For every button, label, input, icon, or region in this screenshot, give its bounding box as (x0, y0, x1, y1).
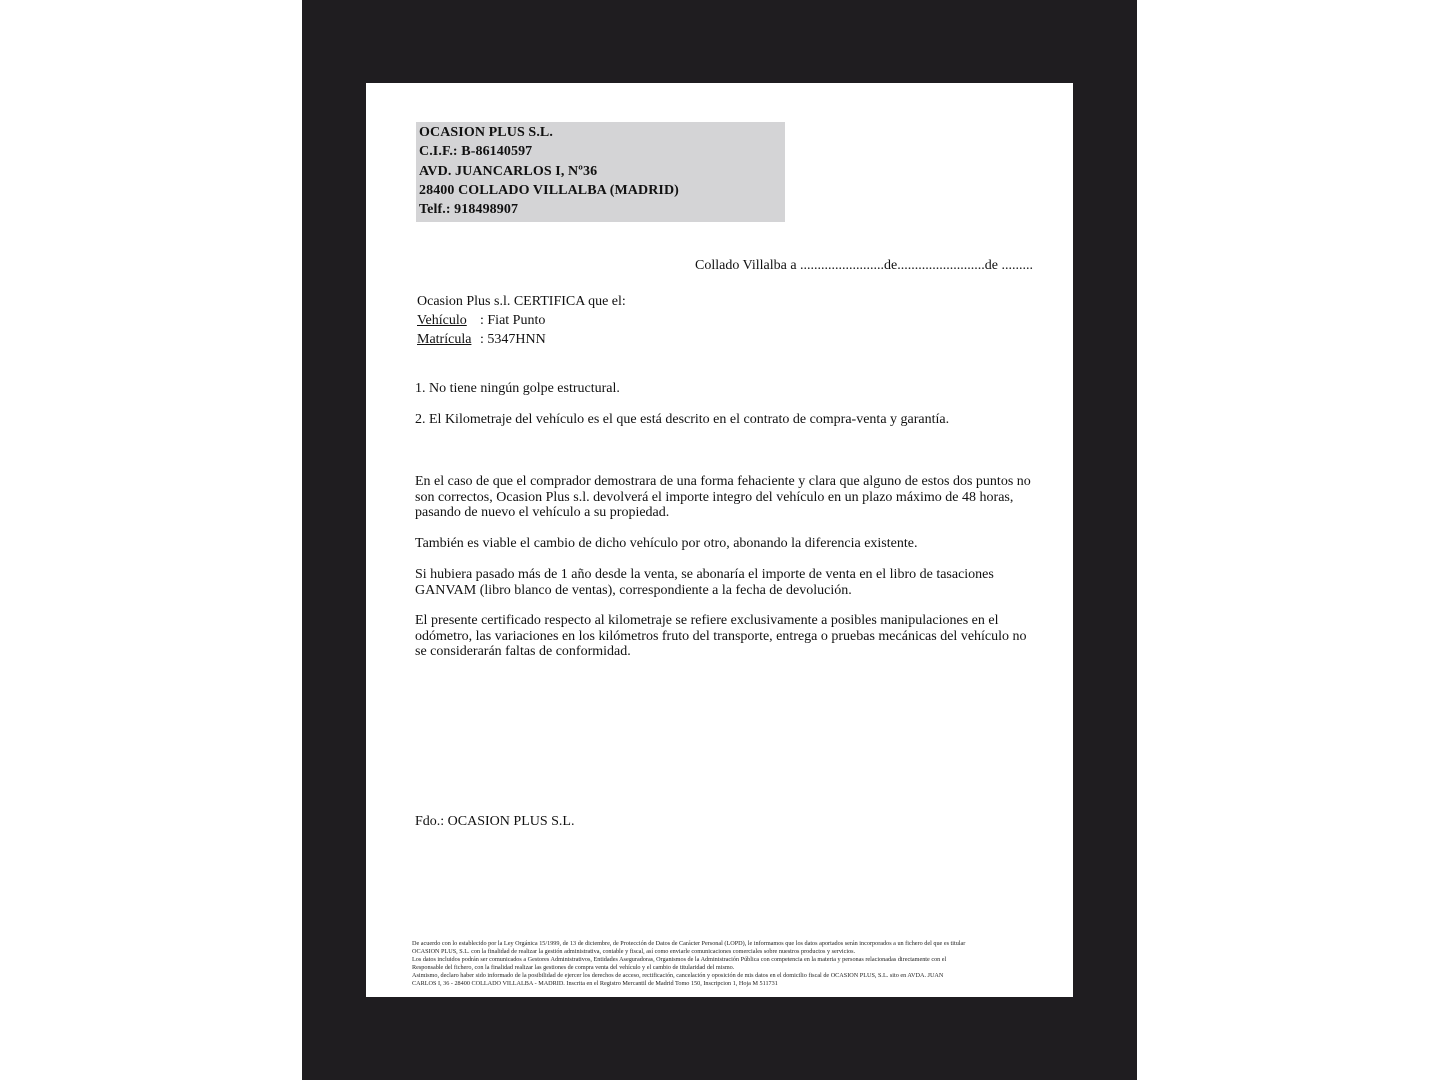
legal-notice (412, 940, 1042, 989)
plate-label: Matrícula (417, 332, 472, 347)
legal-line: CARLOS I, 36 - 28400 COLLADO VILLALBA - MADRID. Inscrita en el Registro Mercantil de Madrid Tomo 150, Inscripcion 1, Hoja M 511731 (412, 980, 778, 988)
point-2: 2. El Kilometraje del vehículo es el que está descrito en el contrato de compra-venta y garantía. (415, 412, 950, 427)
date-line: Collado Villalba a ........................de.........................de ......... (695, 258, 1033, 273)
paragraph-odometer (415, 613, 1035, 660)
company-phone: Telf.: 918498907 (419, 202, 519, 217)
vehicle-label: Vehículo (417, 313, 467, 328)
legal-line: Asimismo, declaro haber sido informado de la posibilidad de ejercer los derechos de acceso, rectificación, cancelación y oposición de mis datos en el domicilio fiscal de OCASION PLUS, S.L. sito en AVDA. JUAN (412, 972, 944, 980)
certificate-page (366, 83, 1073, 997)
company-cif: C.I.F.: B-86140597 (419, 144, 533, 159)
legal-line: OCASION PLUS, S.L. con la finalidad de realizar la gestión administrativa, contable y fiscal, así como enviarle comunicaciones comerciales sobre nuestros productos y servicios. (412, 948, 856, 956)
paragraph-line: Si hubiera pasado más de 1 año desde la venta, se abonaría el importe de venta en el libro de tasaciones (415, 567, 994, 582)
legal-line: De acuerdo con lo establecido por la Ley Orgánica 15/1999, de 13 de diciembre, de Protección de Datos de Carácter Personal (LOPD), le informamos que los datos aportados serán incorporados a un fichero del que es titular (412, 940, 966, 947)
legal-line: Los datos incluidos podrán ser comunicados a Gestores Administrativos, Entidades Aseguradoras, Organismos de la Administración Pública con competencia en la materia y personas relacionadas directamente con el (412, 956, 947, 964)
certifies-line: Ocasion Plus s.l. CERTIFICA que el: (417, 294, 626, 309)
paragraph-line: En el caso de que el comprador demostrara de una forma fehaciente y clara que alguno de estos dos puntos no (415, 474, 1031, 489)
company-name: OCASION PLUS S.L. (419, 125, 553, 140)
paragraph-line: pasando de nuevo el vehículo a su propiedad. (415, 505, 670, 521)
point-1: 1. No tiene ningún golpe estructural. (415, 381, 620, 396)
paragraph-line: También es viable el cambio de dicho vehículo por otro, abonando la diferencia existente. (415, 536, 918, 551)
company-city: 28400 COLLADO VILLALBA (MADRID) (419, 183, 679, 198)
paragraph-ganvam (415, 567, 1035, 598)
company-address: AVD. JUANCARLOS I, Nº36 (419, 164, 598, 179)
paragraph-exchange (415, 536, 1035, 552)
paragraph-line: se considerarán faltas de conformidad. (415, 644, 631, 660)
paragraph-refund (415, 474, 1035, 521)
vehicle-value: : Fiat Punto (480, 313, 546, 328)
legal-line: Responsable del fichero, con la finalidad realizar las gestiones de compra venta del vehículo y el cambio de titularidad del mismo. (412, 964, 735, 972)
plate-value: : 5347HNN (480, 332, 546, 347)
paragraph-line: son correctos, Ocasion Plus s.l. devolverá el importe integro del vehículo en un plazo máximo de 48 horas, (415, 489, 1014, 505)
paragraph-line: GANVAM (libro blanco de ventas), correspondiente a la fecha de devolución. (415, 582, 852, 598)
company-header-block (416, 122, 785, 222)
paragraph-line: El presente certificado respecto al kilometraje se refiere exclusivamente a posibles manipulaciones en el (415, 613, 999, 628)
signature-line: Fdo.: OCASION PLUS S.L. (415, 814, 575, 829)
paragraph-line: odómetro, las variaciones en los kilómetros fruto del transporte, entrega o pruebas mecánicas del vehículo no (415, 628, 1027, 644)
